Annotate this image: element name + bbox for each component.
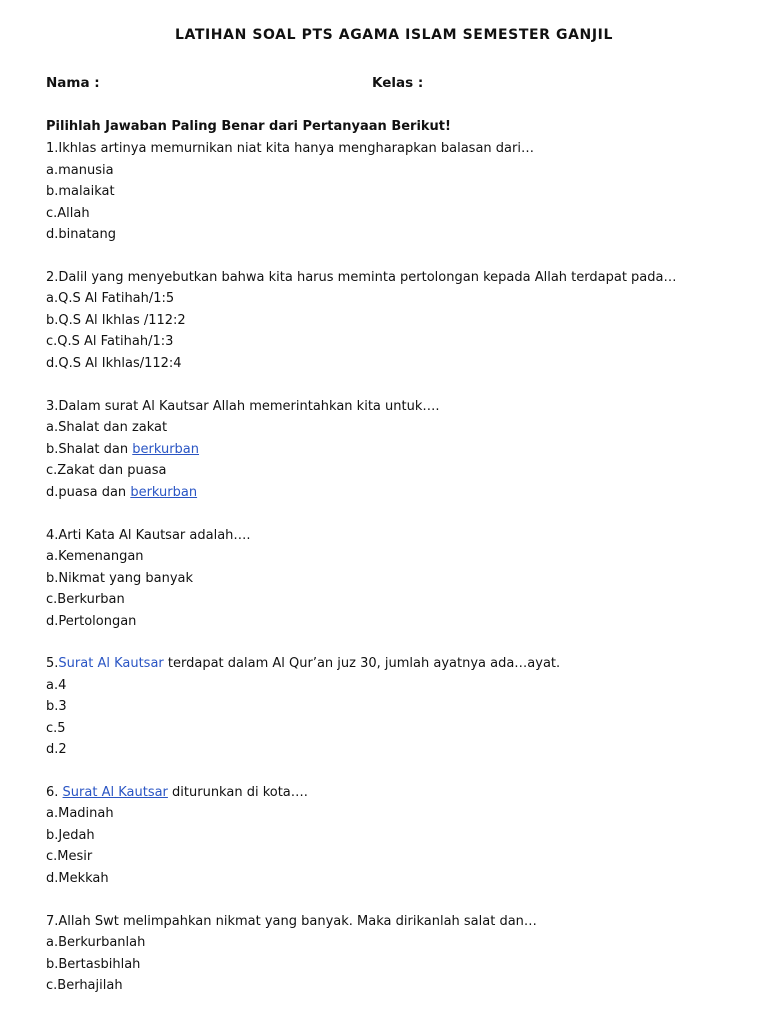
- page-title: LATIHAN SOAL PTS AGAMA ISLAM SEMESTER GANJIL: [174, 27, 613, 43]
- question-4: 4.Arti Kata Al Kautsar adalah….: [46, 528, 251, 543]
- option-5b: b.3: [46, 699, 67, 714]
- option-4c: c.Berkurban: [46, 592, 125, 607]
- question-6-number: 6.: [46, 785, 63, 800]
- question-6: [46, 785, 308, 801]
- nama-label: Nama :: [46, 75, 100, 91]
- question-5-number: 5.: [46, 656, 59, 671]
- option-3b: [46, 442, 199, 458]
- surat-al-kautsar-link[interactable]: Surat Al Kautsar: [62, 785, 168, 800]
- question-1: 1.Ikhlas artinya memurnikan niat kita hanya mengharapkan balasan dari…: [46, 141, 534, 156]
- option-3d: [46, 485, 197, 501]
- question-5-text: terdapat dalam Al Qur’an juz 30, jumlah ayatnya ada…ayat.: [163, 656, 561, 671]
- option-3b-text: b.Shalat dan: [46, 442, 133, 457]
- option-7a: a.Berkurbanlah: [46, 935, 146, 950]
- option-5a: a.4: [46, 678, 67, 693]
- question-5: [46, 656, 560, 672]
- option-4b: b.Nikmat yang banyak: [46, 571, 194, 586]
- option-6a: a.Madinah: [46, 806, 114, 821]
- option-7c: c.Berhajilah: [46, 978, 123, 993]
- option-4d: d.Pertolongan: [46, 614, 137, 629]
- option-2c: c.Q.S Al Fatihah/1:3: [46, 334, 174, 349]
- option-4a: a.Kemenangan: [46, 549, 144, 564]
- option-3c: c.Zakat dan puasa: [46, 463, 167, 478]
- option-5c: c.5: [46, 721, 66, 736]
- berkurban-link[interactable]: berkurban: [132, 442, 200, 457]
- option-3d-text: d.puasa dan: [46, 485, 131, 500]
- option-3a: a.Shalat dan zakat: [46, 420, 168, 435]
- option-2b: b.Q.S Al Ikhlas /112:2: [46, 313, 186, 328]
- option-6c: c.Mesir: [46, 849, 93, 864]
- option-1a: a.manusia: [46, 163, 114, 178]
- question-7: 7.Allah Swt melimpahkan nikmat yang banyak. Maka dirikanlah salat dan…: [46, 914, 537, 929]
- question-3: 3.Dalam surat Al Kautsar Allah memerintahkan kita untuk….: [46, 399, 440, 414]
- option-6d: d.Mekkah: [46, 871, 109, 886]
- option-1d: d.binatang: [46, 227, 117, 242]
- option-7b: b.Bertasbihlah: [46, 957, 141, 972]
- kelas-label: Kelas :: [372, 75, 424, 91]
- option-6b: b.Jedah: [46, 828, 95, 843]
- instruction-text: Pilihlah Jawaban Paling Benar dari Pertanyaan Berikut!: [46, 119, 451, 134]
- berkurban-link[interactable]: berkurban: [130, 485, 198, 500]
- option-5d: d.2: [46, 742, 67, 757]
- option-2d: d.Q.S Al Ikhlas/112:4: [46, 356, 182, 371]
- question-6-text: diturunkan di kota….: [167, 785, 308, 800]
- option-1b: b.malaikat: [46, 184, 115, 199]
- option-2a: a.Q.S Al Fatihah/1:5: [46, 291, 175, 306]
- surat-al-kautsar-link[interactable]: Surat Al Kautsar: [58, 656, 164, 671]
- option-1c: c.Allah: [46, 206, 90, 221]
- question-2: 2.Dalil yang menyebutkan bahwa kita harus meminta pertolongan kepada Allah terdapat pada…: [46, 270, 677, 285]
